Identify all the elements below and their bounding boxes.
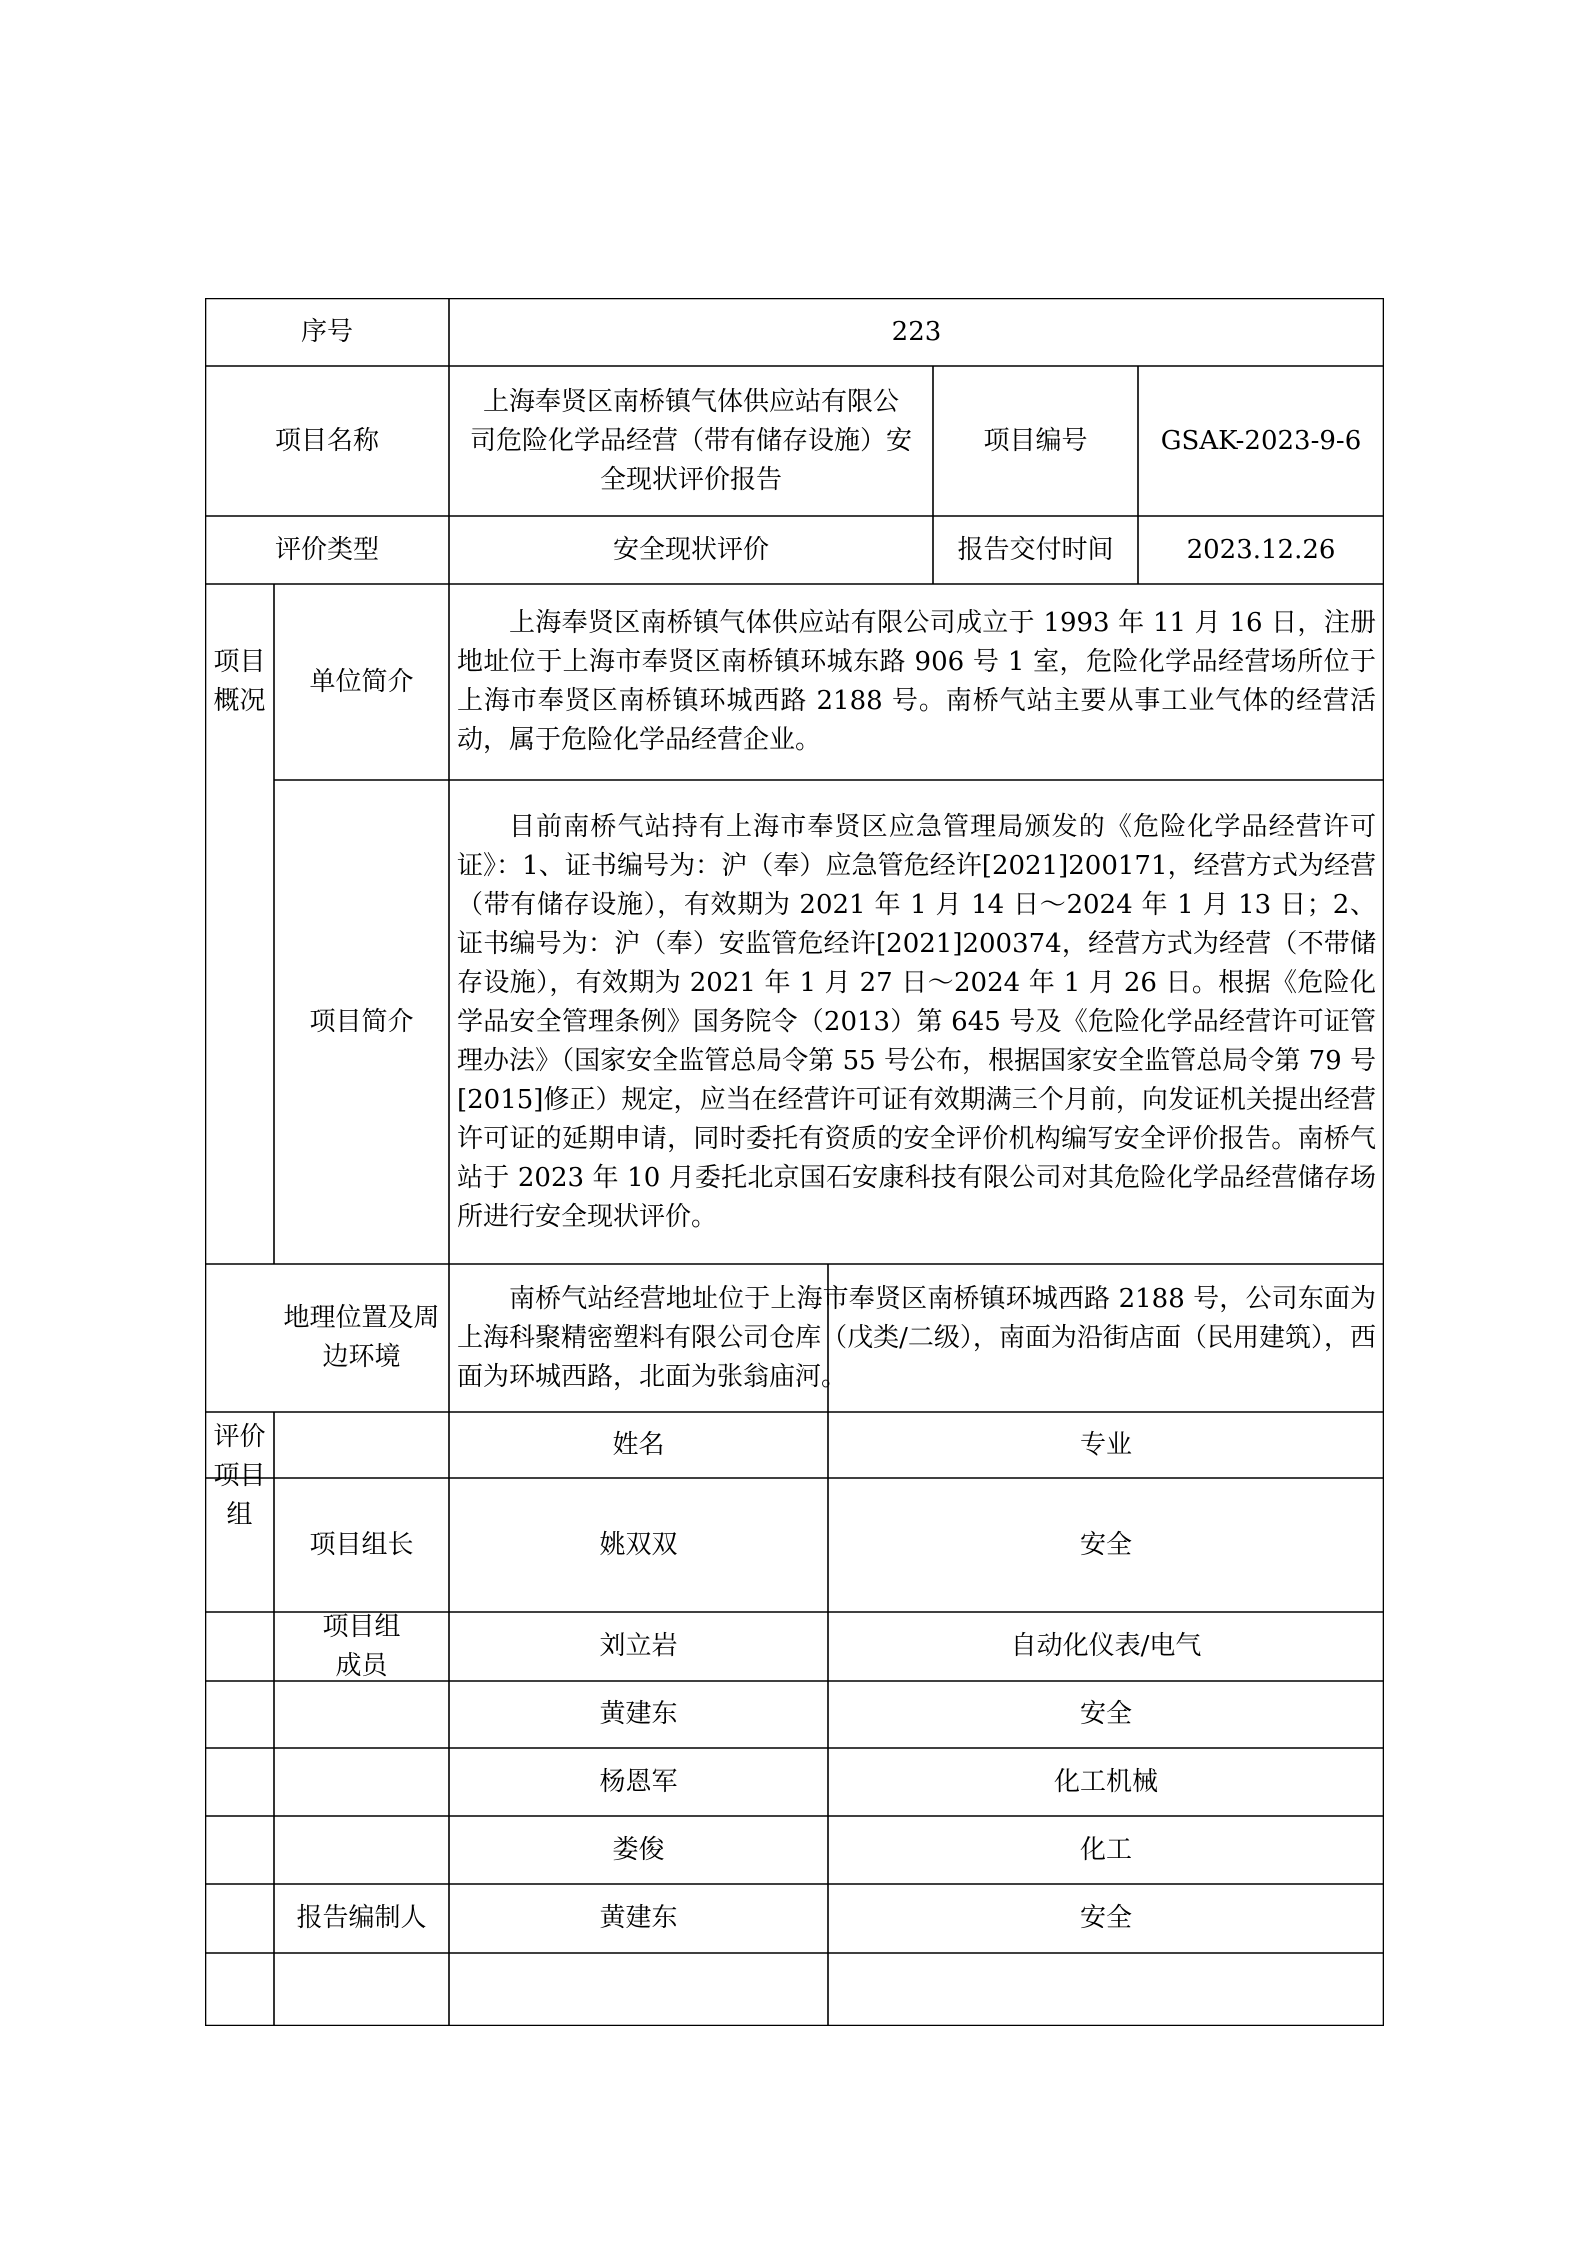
author-role: 报告编制人 [296,1903,427,1933]
members-role-line-1: 项目组 [322,1611,401,1642]
overview-group-label [205,584,274,780]
eval-type-label: 评价类型 [274,534,379,565]
seq-label: 序号 [300,316,353,347]
member-name: 刘立岩 [599,1631,678,1661]
delivery-date-value: 2023.12.26 [1186,534,1336,565]
member-name: 黄建东 [599,1699,678,1729]
location-paragraph: 南桥气站经营地址位于上海市奉贤区南桥镇环城西路 2188 号，公司东面为上海科聚精密塑料有限公司仓库（戊类/二级），南面为沿街店面（民用建筑），西面为环城西路，北面为张翁庙河。 [457,1283,1376,1392]
seq-value: 223 [891,316,942,347]
member-name: 娄俊 [612,1834,665,1865]
team-header-major: 专业 [1079,1429,1132,1460]
project-intro-text [449,780,1384,1264]
unit-intro-text [449,584,1384,780]
project-code-label: 项目编号 [983,425,1088,456]
eval-type-value: 安全现状评价 [612,534,769,565]
location-label [274,1264,449,1412]
member-major: 安全 [1079,1699,1132,1729]
members-role-line-2: 成员 [335,1650,388,1681]
team-group-label [205,1412,274,1530]
project-intro-paragraph: 目前南桥气站持有上海市奉贤区应急管理局颁发的《危险化学品经营许可证》：1、证书编号为：沪（奉）应急管危经许[2021]200171，经营方式为经营（带有储存设施），有效期为 2021 年 1 月 14 日～2024 年 1 月 13 日；2、证书编号为：沪（奉）安监管危经许[2021]200374，经营方式为经营（不带储存设施），有效期为 2021 年 1 月 27 日～2024 年 1 月 26 日。根据《危险化学品安全管理条例》国务院令（2013）第 645 号及《危险化学品经营许可证管理办法》（国家安全监管总局令第 55 号公布，根据国家安全监管总局令第 79 号[2015]修正）规定，应当在经营许可证有效期满三个月前，向发证机关提出经营许可证的延期申请，同时委托有资质的安全评价机构编写安全评价报告。南桥气站于 2023 年 10 月委托北京国石安康科技有限公司对其危险化学品经营储存场所进行安全现状评价。 [457,811,1376,1232]
project-name-label: 项目名称 [274,425,379,456]
team-group-line-2: 项目 [213,1461,266,1491]
project-intro-label: 项目简介 [309,1006,414,1037]
team-header-name: 姓名 [612,1429,665,1460]
location-text [449,1264,1384,1412]
member-major: 化工机械 [1053,1766,1158,1797]
leader-major: 安全 [1079,1529,1132,1560]
project-name-line-1: 上海奉贤区南桥镇气体供应站有限公 [482,386,899,417]
project-name-line-3: 全现状评价报告 [599,464,782,495]
members-role [274,1612,449,1681]
overview-group-line-2: 概况 [213,686,266,716]
member-name: 杨恩军 [599,1766,678,1797]
leader-role: 项目组长 [309,1529,414,1560]
report-info-table [205,298,1384,2026]
author-major: 安全 [1079,1903,1132,1933]
team-group-line-3: 组 [226,1500,253,1530]
project-name-line-2: 司危险化学品经营（带有储存设施）安 [469,425,912,456]
overview-group-line-1: 项目 [213,647,266,677]
member-major: 自动化仪表/电气 [1010,1631,1202,1661]
project-code-value: GSAK-2023-9-6 [1160,425,1362,456]
member-major: 化工 [1079,1834,1132,1865]
delivery-date-label: 报告交付时间 [957,534,1114,565]
unit-intro-paragraph: 上海奉贤区南桥镇气体供应站有限公司成立于 1993 年 11 月 16 日，注册地址位于上海市奉贤区南桥镇环城东路 906 号 1 室，危险化学品经营场所位于上海市奉贤区南桥镇环城西路 2188 号。南桥气站主要从事工业气体的经营活动，属于危险化学品经营企业。 [457,608,1376,755]
project-name-value [449,366,933,516]
unit-intro-label: 单位简介 [309,666,414,697]
leader-name: 姚双双 [599,1529,678,1560]
location-label-line-2: 边环境 [322,1342,401,1372]
team-group-line-1: 评价 [213,1422,266,1452]
location-label-line-1: 地理位置及周 [283,1303,440,1333]
author-name: 黄建东 [599,1903,678,1933]
